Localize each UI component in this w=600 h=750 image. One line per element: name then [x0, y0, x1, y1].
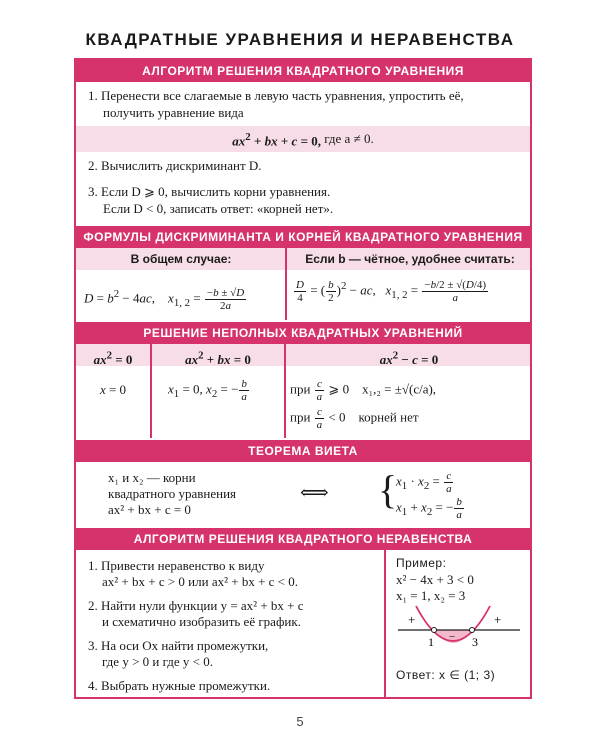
vieta-line-3: ax² + bx + c = 0: [108, 502, 191, 517]
column-divider: [285, 248, 287, 320]
plus-sign-left: +: [408, 612, 416, 627]
step-1-line-1: 1. Перенести все слагаемые в левую часть уравнения, упростить её,: [88, 88, 464, 103]
roots-plus-minus: x₁,₂ = ±√(c/a),: [362, 381, 437, 397]
no-roots-text: корней нет: [358, 409, 419, 425]
vieta-line-2: квадратного уравнения: [108, 486, 237, 501]
system-brace-icon: {: [378, 467, 398, 512]
case-c-zero: $ax^2$ + bx = 0: [185, 350, 251, 368]
example-roots: x₁ = 1, x₂ = 3: [396, 588, 466, 603]
ineq-step-1-line-2: ax² + bx + c > 0 или ax² + bx + c < 0.: [102, 574, 299, 589]
ineq-step-3-line-2: где y > 0 и где y < 0.: [102, 654, 214, 669]
even-b-case-label: Если b — чётное, удобнее считать:: [305, 252, 515, 266]
solution-b-zero-positive: при $\frac{c}{a}$ ⩾ 0 x₁,₂ = ±√(c/a),: [290, 378, 437, 403]
root-label-2: 3: [472, 635, 478, 649]
example-answer: Ответ: x ∈ (1; 3): [396, 668, 496, 682]
vieta-sum: $x_1 + x_2$ = − $\frac{b}{a}$: [396, 496, 462, 521]
standard-form-condition: где a ≠ 0.: [324, 131, 374, 146]
step-3-line-2: Если D < 0, записать ответ: «корней нет».: [103, 201, 334, 216]
general-case-label: В общем случае:: [130, 252, 232, 266]
step-2: 2. Вычислить дискриминант D.: [88, 158, 262, 173]
when-label: при: [290, 381, 311, 397]
equivalence-arrow-icon: ⟺: [300, 482, 329, 504]
root-label-1: 1: [428, 635, 434, 649]
solution-x-zero: x = 0: [99, 382, 127, 397]
case-b-zero: $ax^2 - c = 0$: [379, 350, 439, 368]
reference-card: [74, 58, 532, 699]
root-point-1: [432, 628, 437, 633]
minus-sign: −: [449, 631, 456, 643]
solution-c-zero: $x_1 = 0$, $x_2$ = − $\frac{b}{a}$: [168, 378, 247, 403]
section-header-inequality-algorithm: АЛГОРИТМ РЕШЕНИЯ КВАДРАТНОГО НЕРАВЕНСТВА: [76, 528, 530, 550]
general-formula: $D = b^2 - 4ac$, $x_{1, 2}$ = $\frac{-b \pm √D}{2a}$: [84, 286, 245, 312]
section-header-discriminant: ФОРМУЛЫ ДИСКРИМИНАНТА И КОРНЕЙ КВАДРАТНОГО УРАВНЕНИЯ: [76, 226, 530, 248]
vieta-product: $x_1 \cdot x_2$ = $\frac{c}{a}$: [396, 470, 452, 495]
case-c-b-zero: $ax^2 = 0$: [93, 350, 133, 368]
general-root-fraction: $\frac{-b \pm √D}{2a}$: [206, 286, 245, 312]
plus-sign-right: +: [494, 612, 502, 627]
page-title: КВАДРАТНЫЕ УРАВНЕНИЯ И НЕРАВЕНСТВА: [85, 30, 515, 49]
even-b-formula: $\frac{D}{4}$ = ( $\frac{b}{2}$ )$^2$ − ac, $x_{1, 2}$ = $\frac{-b/2 \pm √(D/4)}{a}$: [296, 278, 487, 304]
root-point-2: [470, 628, 475, 633]
section-header-incomplete-equations: РЕШЕНИЕ НЕПОЛНЫХ КВАДРАТНЫХ УРАВНЕНИЙ: [76, 322, 530, 344]
ineq-step-2-line-2: и схематично изобразить её график.: [102, 614, 301, 629]
section-header-equation-algorithm: АЛГОРИТМ РЕШЕНИЯ КВАДРАТНОГО УРАВНЕНИЯ: [76, 60, 530, 82]
ineq-step-1-line-1: 1. Привести неравенство к виду: [88, 558, 265, 573]
ineq-step-2-line-1: 2. Найти нули функции y = ax² + bx + c: [88, 598, 304, 613]
section-header-vieta: ТЕОРЕМА ВИЕТА: [76, 440, 530, 462]
example-inequality: x² − 4x + 3 < 0: [396, 572, 474, 587]
solution-b-zero-negative: при $\frac{c}{a}$ < 0 корней нет: [290, 406, 419, 431]
page-number: 5: [296, 714, 304, 729]
ineq-step-4: 4. Выбрать нужные промежутки.: [88, 678, 271, 693]
when-label: при: [290, 409, 311, 425]
ineq-step-3-line-1: 3. На оси Ox найти промежутки,: [88, 638, 269, 653]
step-3-line-1: 3. Если D ⩾ 0, вычислить корни уравнения.: [88, 184, 331, 199]
example-divider: [384, 550, 386, 698]
step-1-line-2: получить уравнение вида: [103, 105, 244, 120]
even-b-root-fraction: $\frac{-b/2 \pm √(D/4)}{a}$: [424, 278, 487, 304]
standard-form-band: $ax^2$ + bx + c = 0, где a ≠ 0.: [76, 126, 530, 152]
vieta-line-1: x₁ и x₂ — корни: [108, 470, 196, 485]
parabola-sketch: [394, 602, 524, 664]
example-title: Пример:: [396, 556, 447, 570]
